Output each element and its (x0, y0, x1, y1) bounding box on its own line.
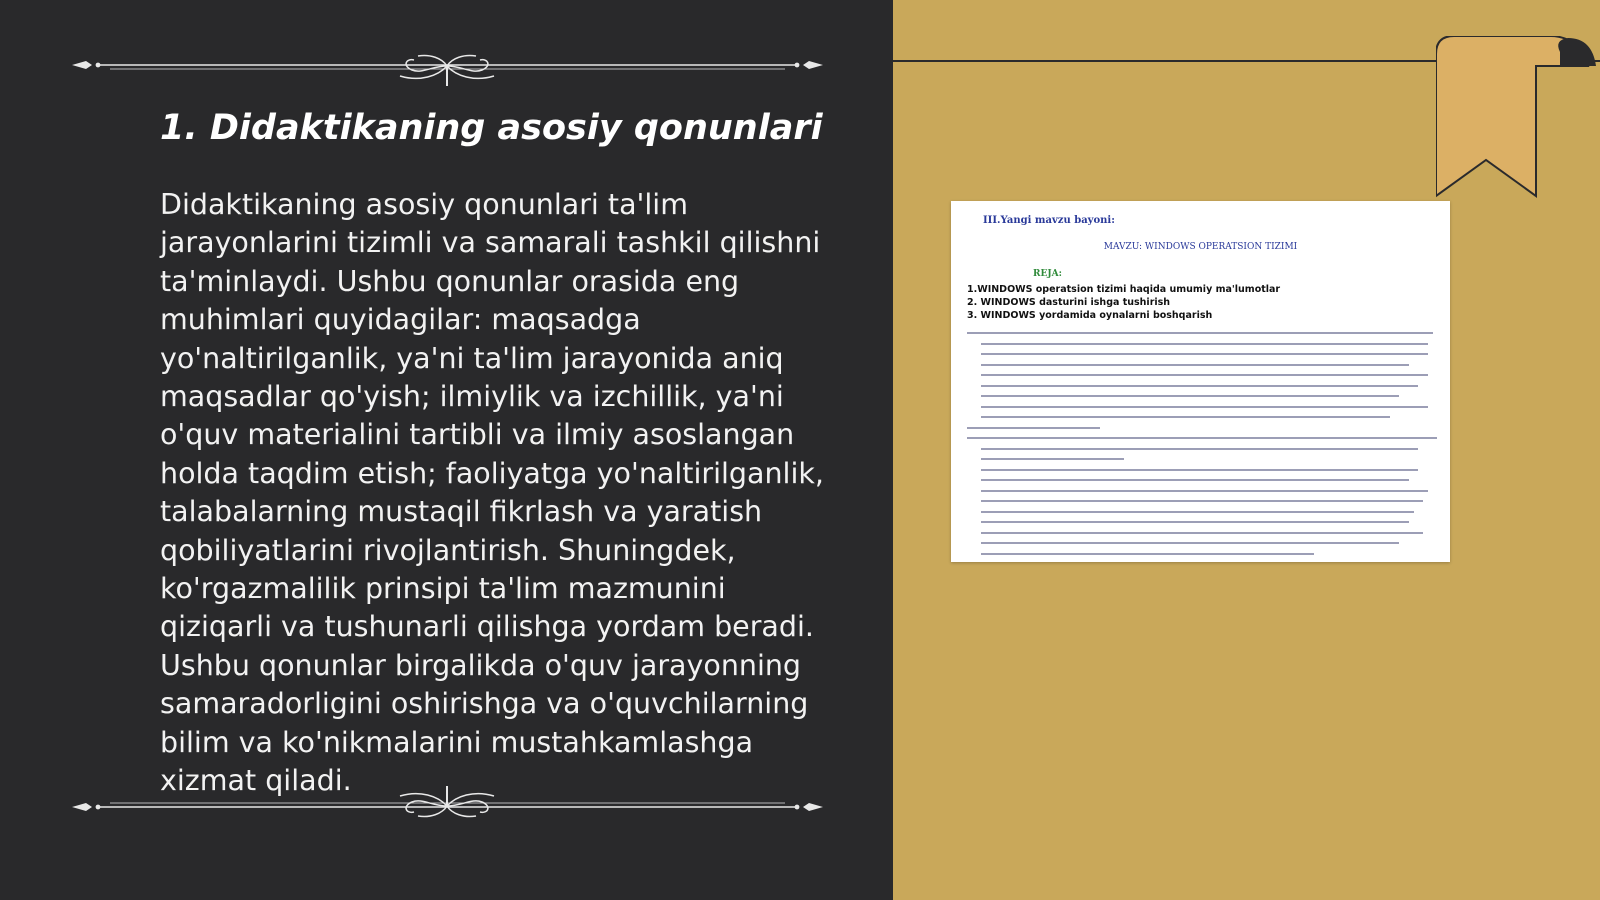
bookmark-ribbon-icon (1436, 36, 1600, 198)
doc-plan-item: 3. WINDOWS yordamida oynalarni boshqarish (967, 310, 1213, 321)
doc-plan-list (967, 283, 1280, 322)
doc-paragraph-lines (967, 332, 1442, 562)
ornament-divider-top-icon (70, 46, 825, 86)
slide-body-text: Didaktikaning asosiy qonunlari ta'lim jarayonlarini tizimli va samarali tashkil qilishni ta'minlaydi. Ushbu qonunlar orasida eng muhimlari quyidagilar: maqsadga yo'naltirilganlik, ya'ni ta'lim jarayonida aniq maqsadlar qo'yish; ilmiylik va izchillik, ya'ni o'quv materialini tartibli va ilmiy asoslangan holda taqdim etish; faoliyatga yo'naltirilganlik, talabalarning mustaqil fikrlash va yaratish qobiliyatlarini rivojlantirish. Shuningdek, ko'rgazmalilik prinsipi ta'lim mazmunini qiziqarli va tushunarli qilishga yordam beradi. Ushbu qonunlar birgalikda o'quv jarayonning samaradorligini oshirishga va o'quvchilarning bilim va ko'nikmalarini mustahkamlashga xizmat qiladi. (160, 188, 824, 798)
doc-plan-item: 2. WINDOWS dasturini ishga tushirish (967, 297, 1171, 308)
slide-title: 1. Didaktikaning asosiy qonunlari (160, 108, 823, 148)
document-screenshot-image (951, 201, 1450, 562)
doc-heading: III.Yangi mavzu bayoni: (983, 215, 1115, 226)
doc-plan-label: REJA: (1033, 269, 1062, 279)
doc-plan-item: 1.WINDOWS operatsion tizimi haqida umumiy ma'lumotlar (967, 284, 1281, 295)
doc-topic: MAVZU: WINDOWS OPERATSION TIZIMI (1103, 242, 1298, 252)
